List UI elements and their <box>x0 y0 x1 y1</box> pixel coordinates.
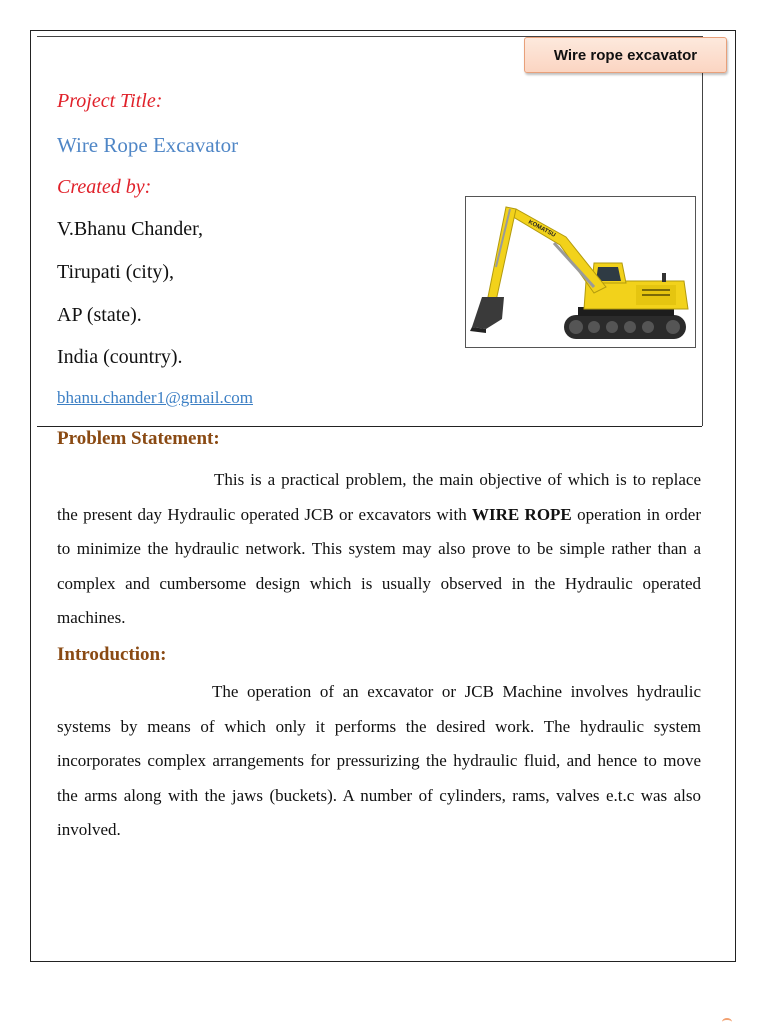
corner-decoration <box>722 1018 732 1026</box>
author-city: Tirupati (city), <box>57 261 175 283</box>
introduction-heading: Introduction: <box>57 644 167 665</box>
header-tab: Wire rope excavator <box>524 37 727 73</box>
author-email-link[interactable]: bhanu.chander1@gmail.com <box>57 388 253 407</box>
problem-statement-text <box>57 463 701 636</box>
author-state: AP (state). <box>57 304 142 326</box>
problem-statement-heading: Problem Statement: <box>57 428 220 449</box>
brand-label: KOMATSU <box>527 219 557 239</box>
introduction-text <box>57 675 701 848</box>
author-country: India (country). <box>57 346 183 368</box>
intro-text-body: The operation of an excavator or JCB Machine involves hydraulic systems by means of which only it performs the desired work. The hydraulic system incorporates complex arrangements for pressurizing the hydraulic fluid, and hence to move the arms along with the jaws (buckets). A number of cylinders, rams, valves e.t.c was also involved. <box>57 682 701 839</box>
problem-text-end: operation in order to minimize the hydraulic network. This system may also prove to be simple rather than a complex and cumbersome design which is usually observed in the Hydraulic operated machines. <box>57 504 701 627</box>
section-divider <box>37 426 702 427</box>
excavator-icon <box>466 197 695 347</box>
problem-text-bold: WIRE ROPE <box>472 504 572 524</box>
created-by-label: Created by: <box>57 176 152 198</box>
project-title: Wire Rope Excavator <box>57 133 239 157</box>
excavator-photo <box>465 196 696 348</box>
header-side-rule <box>702 36 703 426</box>
author-name: V.Bhanu Chander, <box>57 218 204 240</box>
problem-text-start: This is a practical problem, the main objective of which is to replace the present day Hydraulic operated JCB or excavators with <box>57 470 701 524</box>
project-title-label: Project Title: <box>57 90 163 112</box>
